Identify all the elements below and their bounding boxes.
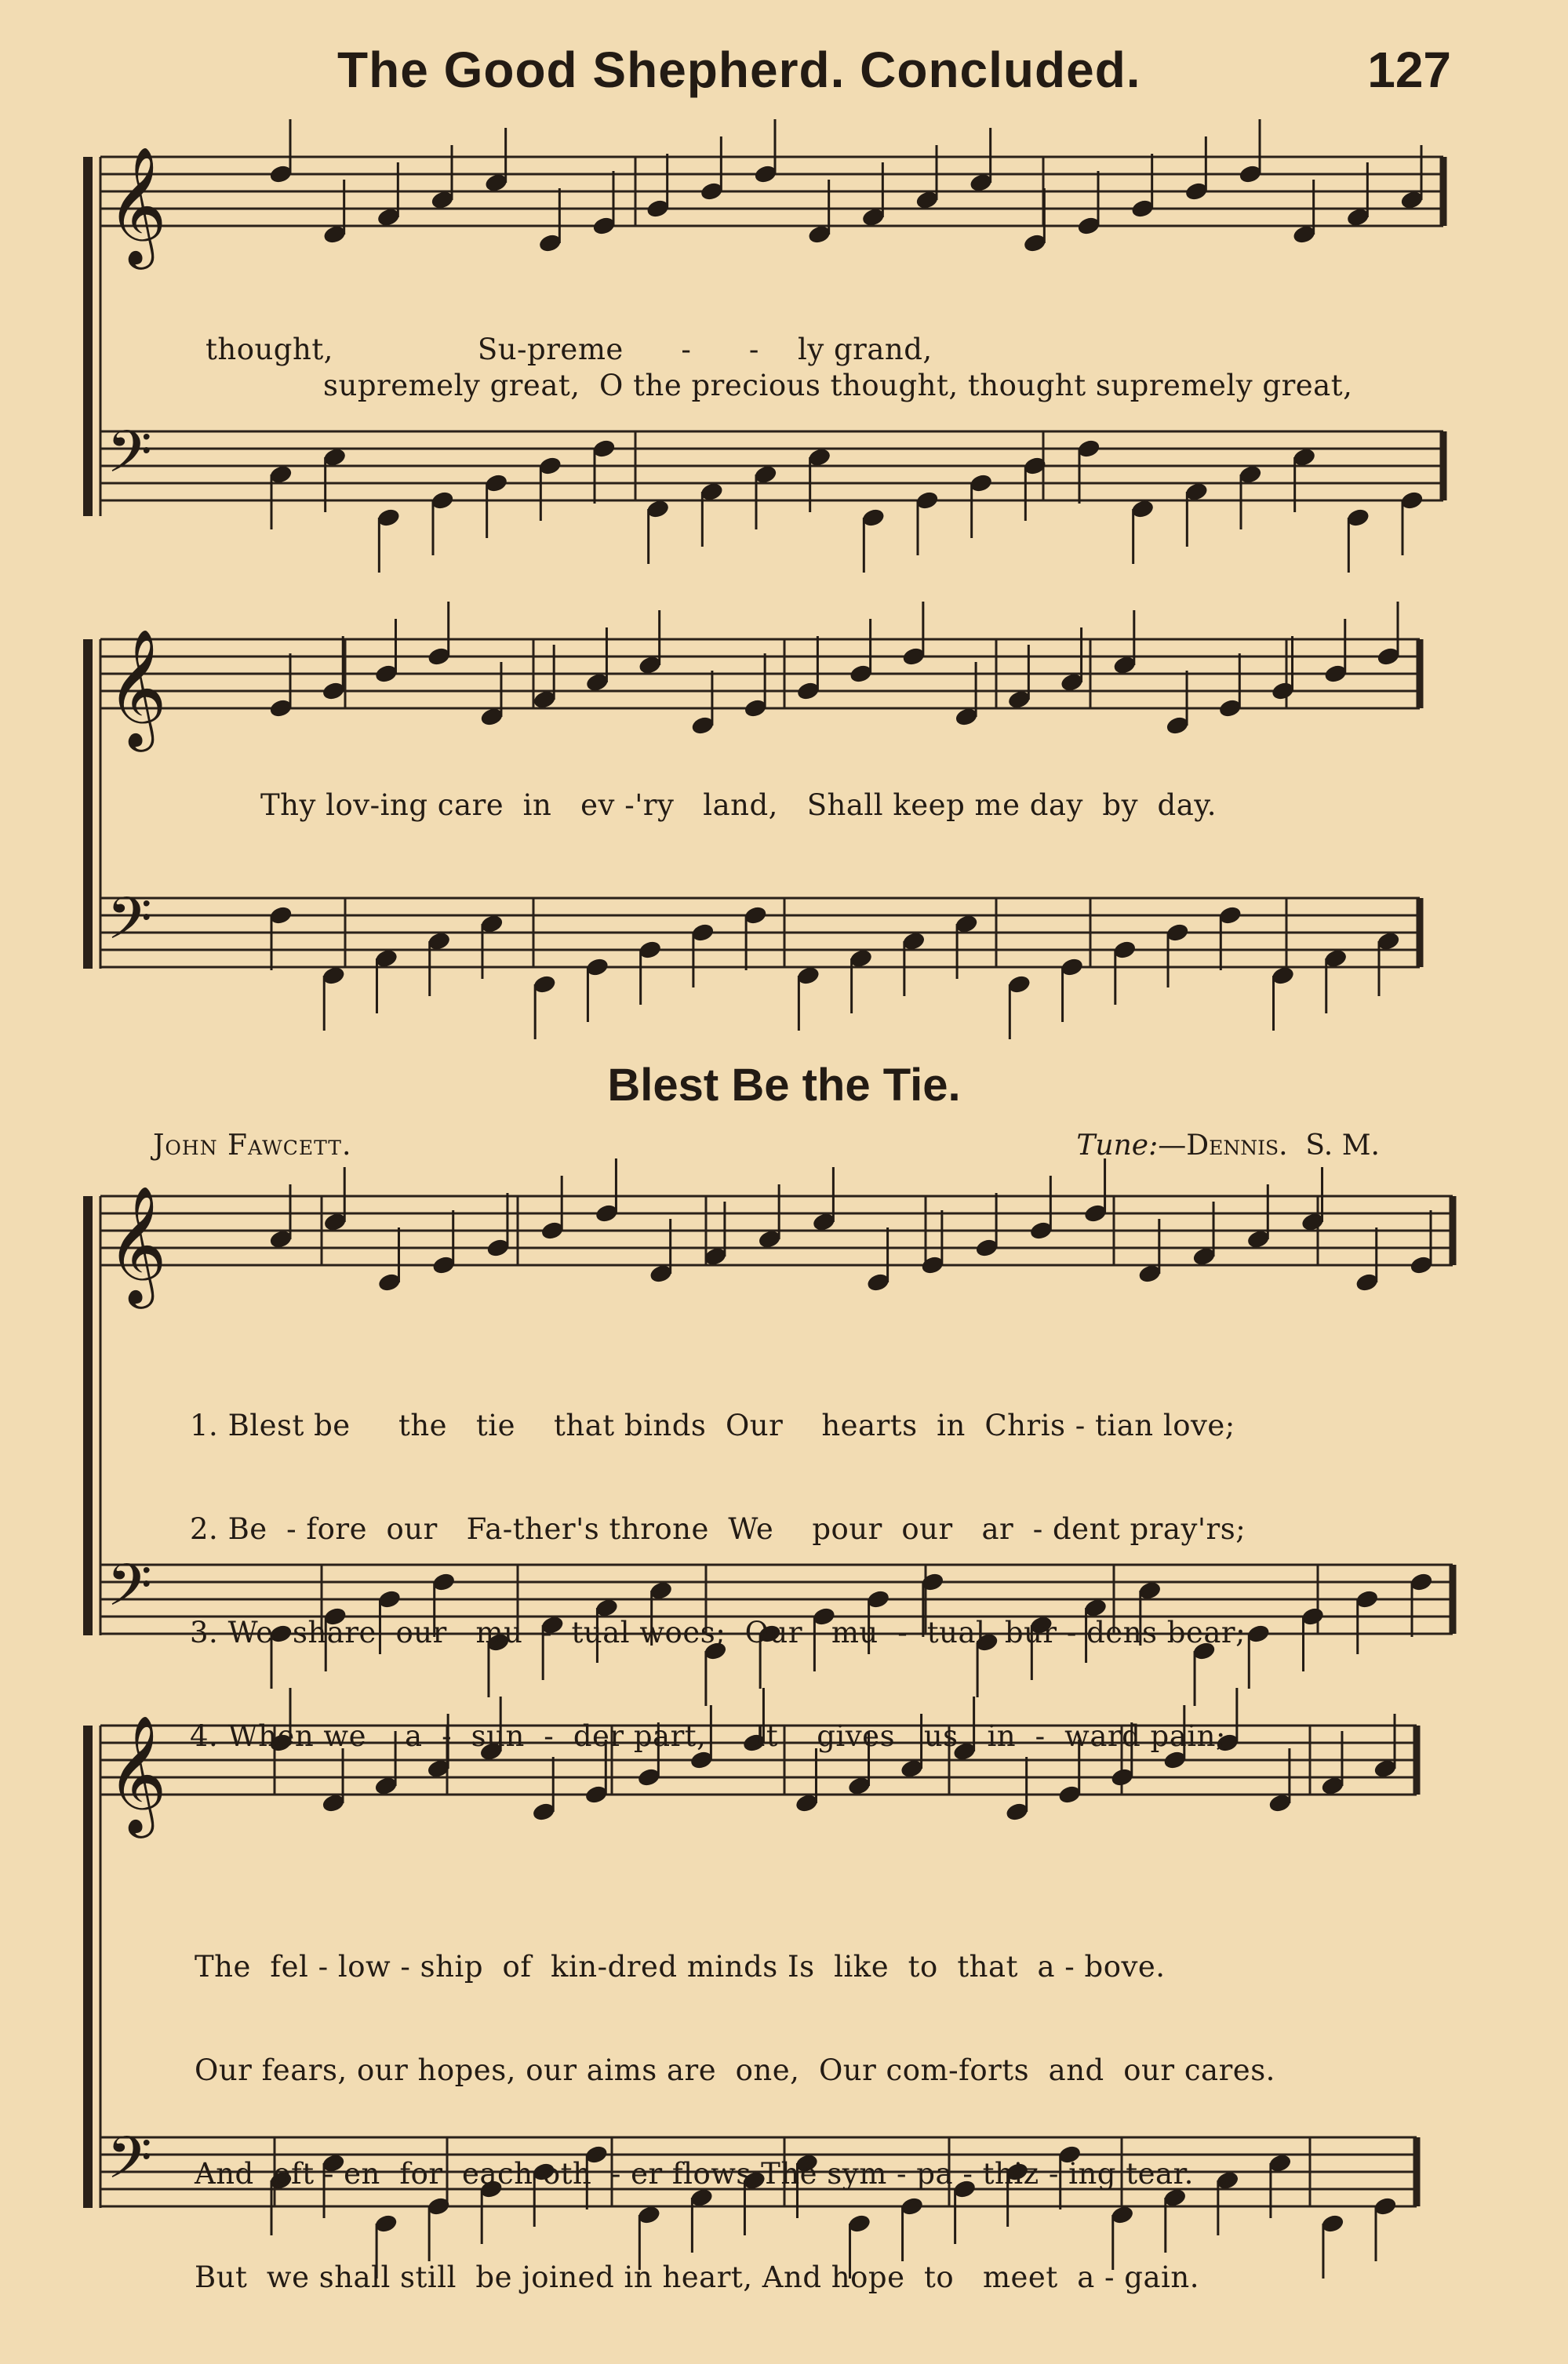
treble-clef: 𝄞 [107,627,167,747]
lyric-line-1b: supremely great, O the precious thought, thought supremely great, [323,369,1353,402]
verse-2-line-b: Our fears, our hopes, our aims are one, Our com-forts and our cares. [195,2053,1275,2087]
page-title: The Good Shepherd. Concluded. [337,42,1141,98]
hymn-title: Blest Be the Tie. [607,1060,961,1111]
page-number: 127 [1367,42,1451,98]
verses-system-1 [190,1340,1246,1823]
tune-name: —Dennis. [1158,1129,1288,1162]
hymn-author: John Fawcett. [153,1129,352,1162]
lyric-line-1a: thought, Su-preme - - ly grand, [206,333,933,366]
treble-clef: 𝄞 [107,1714,167,1833]
treble-clef: 𝄞 [107,1184,167,1304]
bass-clef: 𝄢 [107,885,152,967]
bass-clef: 𝄢 [107,1551,152,1634]
lyric-line-2: Thy lov-ing care in ev -'ry land, Shall keep me day by day. [260,788,1217,822]
clefs [107,145,167,2206]
verse-3-line-b: And oft - en for each oth - er flows The sym - pa - thiz - ing tear. [195,2157,1194,2191]
treble-clef: 𝄞 [107,145,167,264]
verse-3-line-a: 3. We share our mu - tual woes; Our mu - tual bur - dens bear; [190,1616,1246,1649]
verse-1-line-b: The fel - low - ship of kin-dred minds Is like to that a - bove. [195,1950,1166,1984]
verse-4-line-b: But we shall still be joined in heart, And hope to meet a - gain. [195,2260,1199,2294]
verses-system-2 [195,1881,1275,2364]
bass-clef: 𝄢 [107,418,152,500]
bass-clef: 𝄢 [107,2124,152,2206]
verse-2-line-a: 2. Be - fore our Fa-ther's throne We pour our ar - dent pray'rs; [190,1512,1246,1546]
hymn-tune [1076,1129,1380,1162]
verse-4-line-a: 4. When we a - sun - der part, It gives us in - ward pain; [190,1719,1226,1753]
tune-label: Tune: [1076,1129,1159,1162]
hymn-meter: S. M. [1305,1129,1380,1162]
verse-1-line-a: 1. Blest be the tie that binds Our hearts in Chris - tian love; [190,1409,1235,1442]
